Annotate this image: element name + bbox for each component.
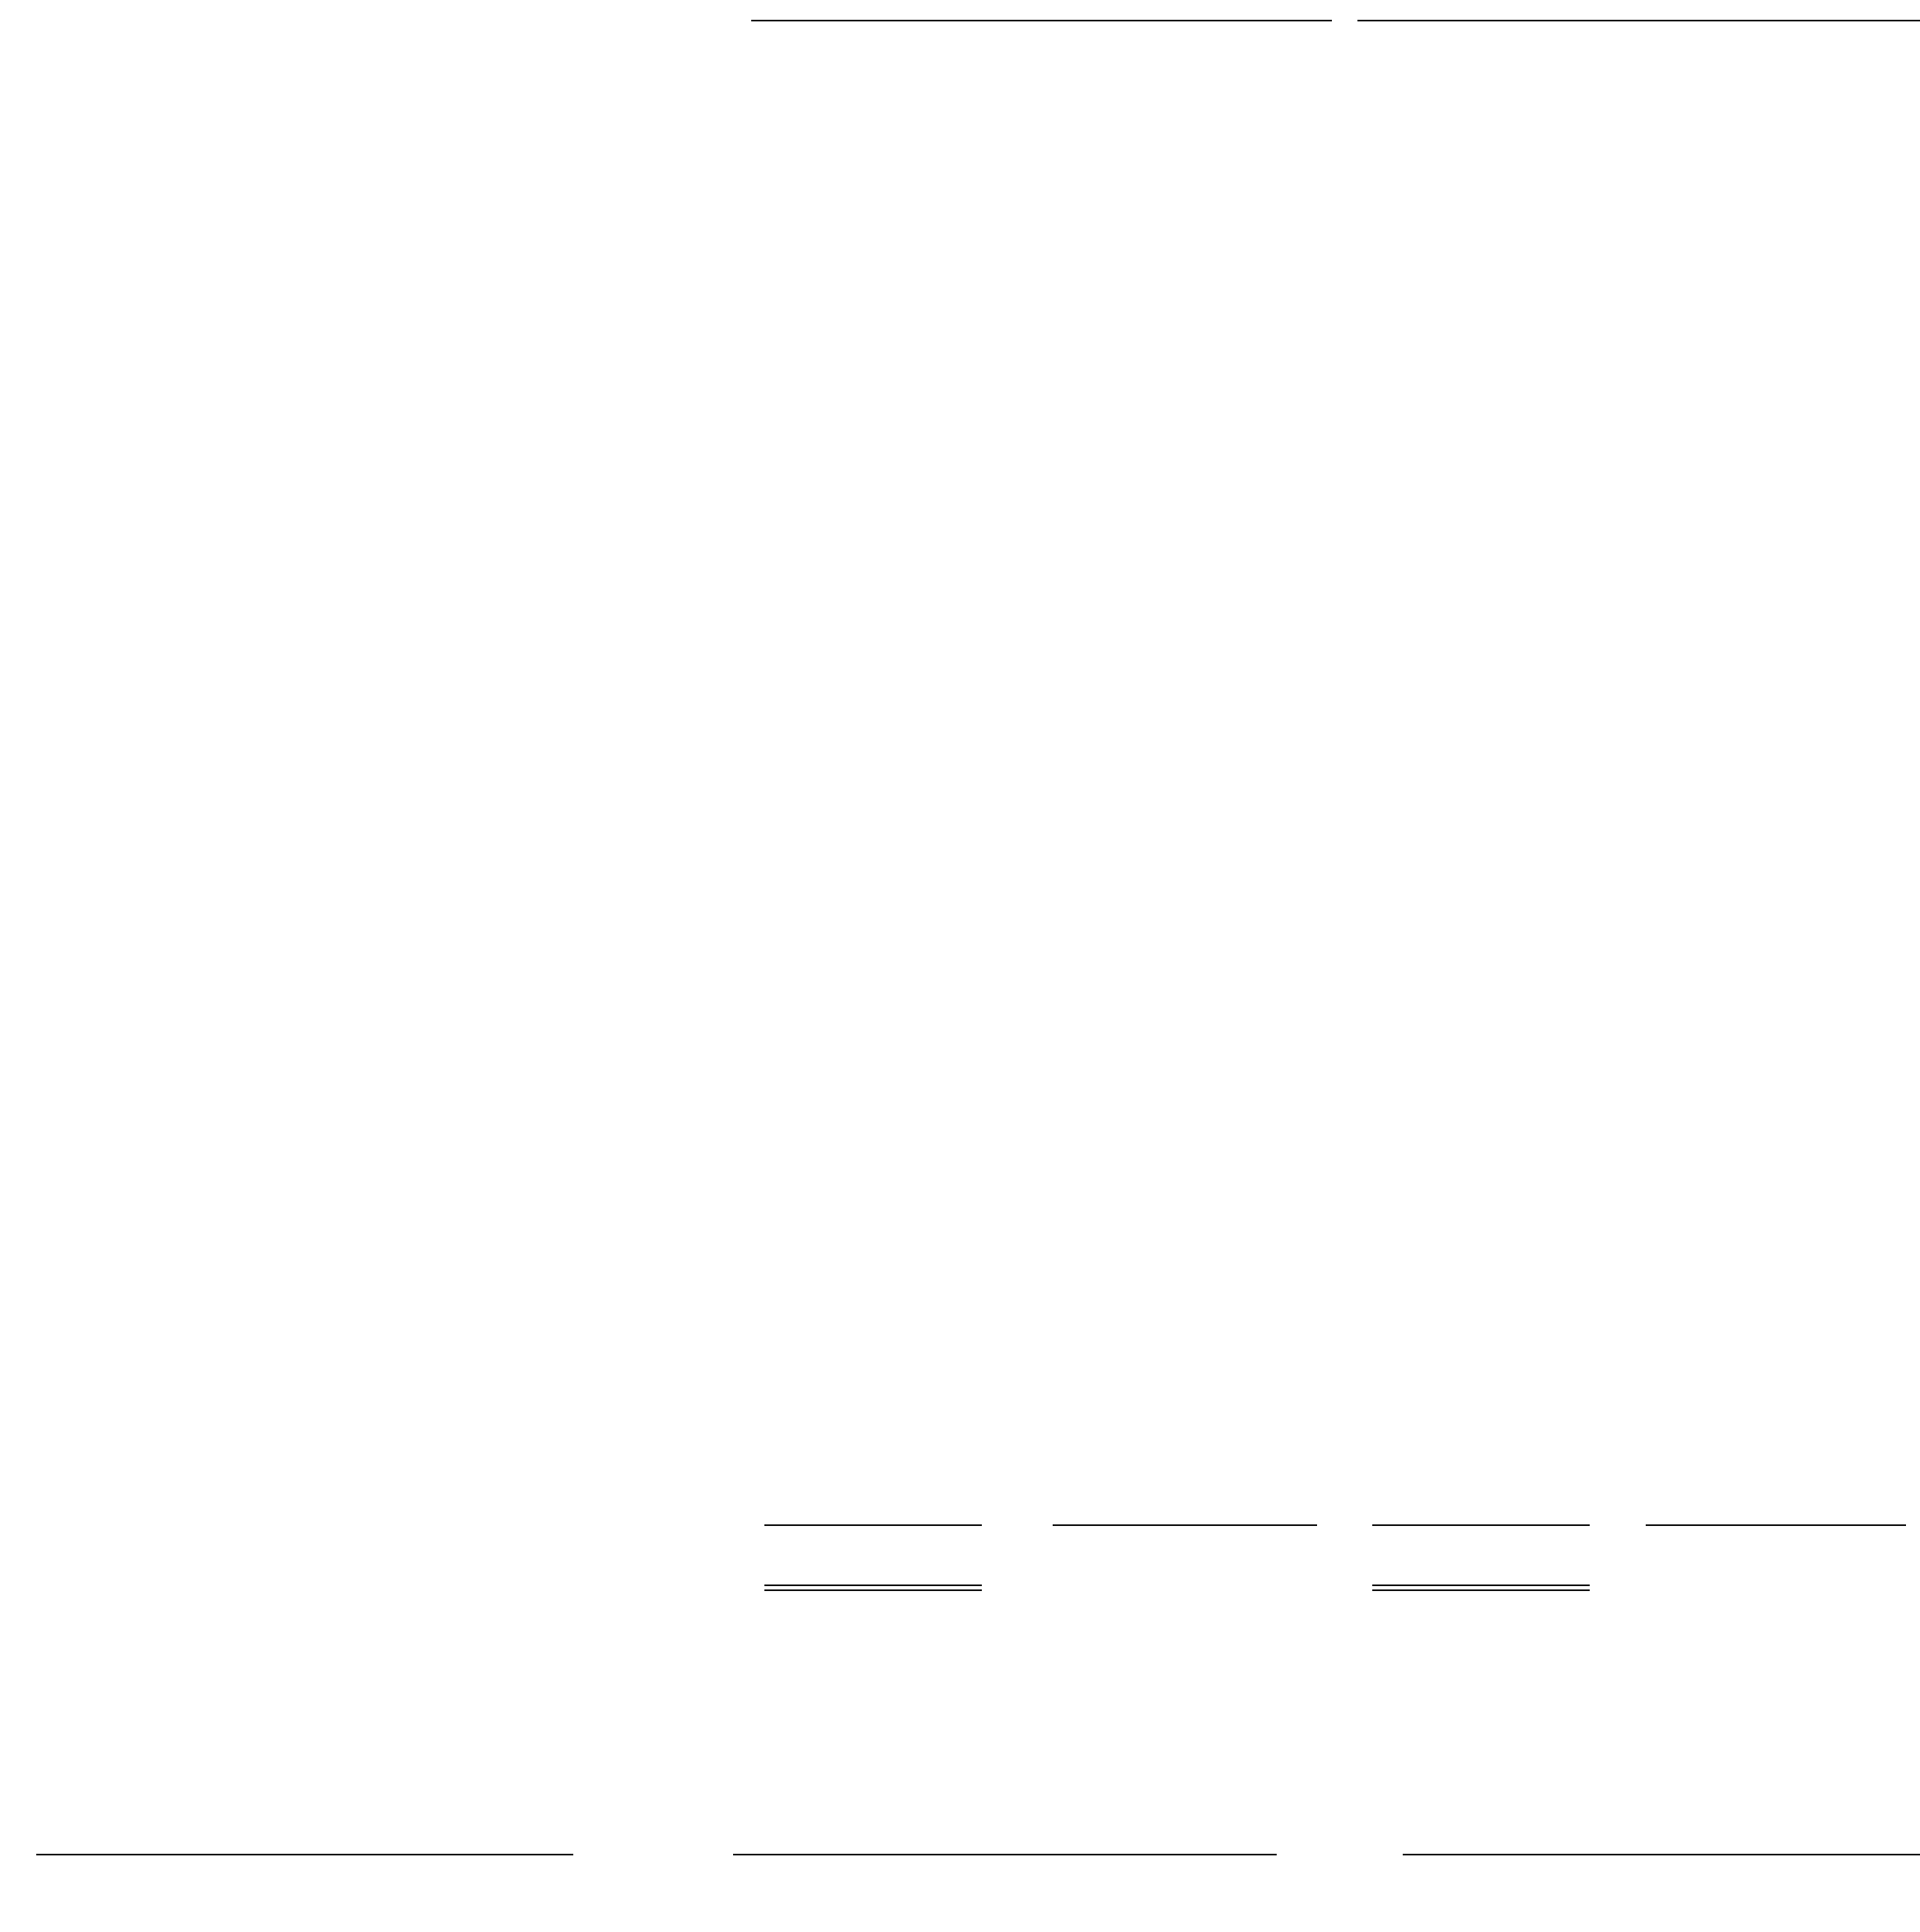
year-2022-rule: [751, 20, 1332, 21]
subtotal-rule-rd-2022: [764, 1524, 982, 1526]
subtotal-rule-cuotas-2021: [1646, 1524, 1906, 1526]
subtotal-rule-cuotas-2022: [1053, 1524, 1317, 1526]
total-double-rule-rd-2022: [764, 1584, 982, 1591]
total-double-rule-rd-2021: [1372, 1584, 1590, 1591]
signature-line-2: [733, 1854, 1277, 1855]
year-2021-rule: [1357, 20, 1920, 21]
signature-line-1: [36, 1854, 573, 1855]
signature-line-3: [1403, 1854, 1920, 1855]
subtotal-rule-rd-2021: [1372, 1524, 1590, 1526]
